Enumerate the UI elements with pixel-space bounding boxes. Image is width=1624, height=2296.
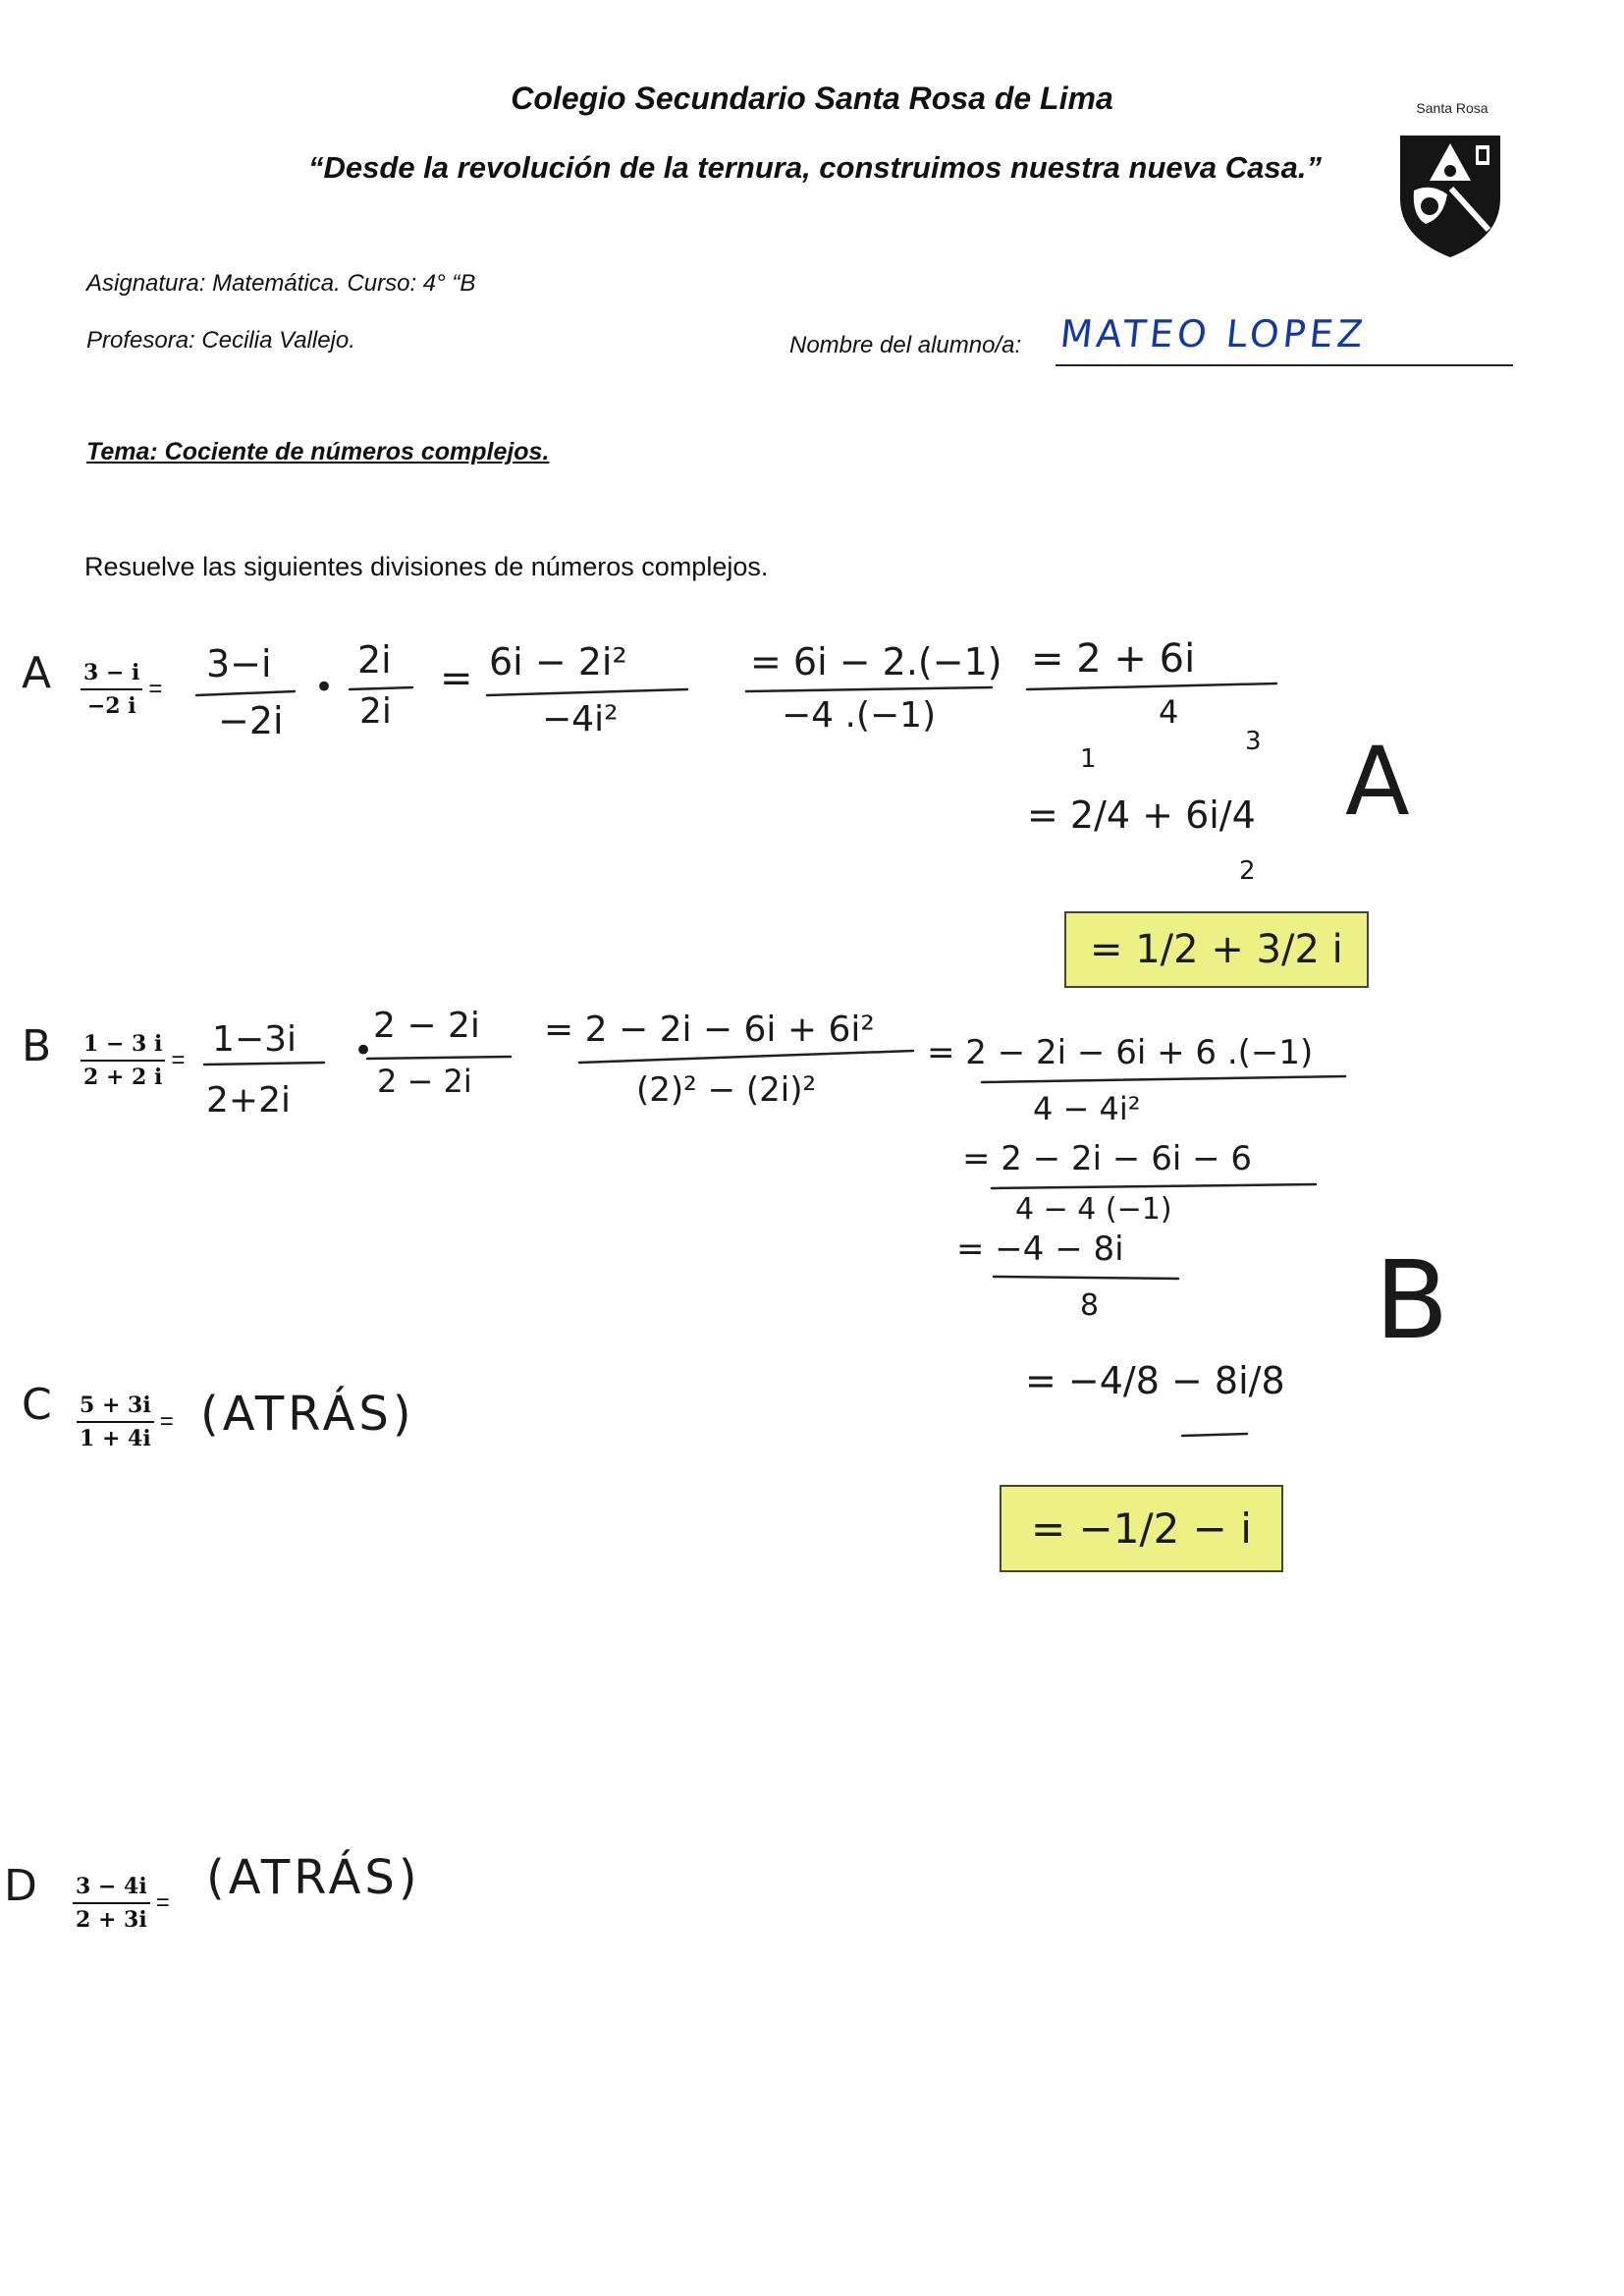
- exercise-b-equals: =: [171, 1047, 186, 1073]
- a-work-step: = 2/4 + 6i/4: [1027, 793, 1256, 837]
- b-fraction-bar-2: [367, 1057, 511, 1059]
- b-work-step: = −4/8 − 8i/8: [1025, 1359, 1285, 1402]
- exercise-c-note: (ATRÁS): [200, 1387, 415, 1442]
- b-work-step: = 2 − 2i − 6i − 6: [962, 1139, 1253, 1178]
- student-name-label: Nombre del alumno/a:: [789, 332, 1022, 358]
- b-work-step: 2 − 2i: [373, 1006, 480, 1046]
- a-work-step: = 2 + 6i: [1031, 636, 1196, 682]
- exercise-d-equals: =: [155, 1889, 170, 1916]
- a-fraction-bar-3: [487, 689, 687, 695]
- teacher-name: Profesora: Cecilia Vallejo.: [86, 327, 355, 354]
- a-work-step: 1: [1080, 744, 1097, 774]
- exercise-d-denominator: 2 + 3i: [76, 1907, 147, 1933]
- b-result-box: = −1/2 − i: [1000, 1485, 1283, 1572]
- exercise-d-letter: D: [4, 1861, 37, 1911]
- exercise-a-denominator: −2 i: [86, 693, 136, 719]
- b-work-step: 1−3i: [212, 1019, 297, 1060]
- exercise-a-letter: A: [22, 648, 52, 698]
- b-work-step: 4 − 4 (−1): [1015, 1192, 1172, 1227]
- b-work-step: = 2 − 2i − 6i + 6i²: [544, 1010, 875, 1050]
- b-work-step: 8: [1080, 1288, 1100, 1323]
- a-work-step: =: [440, 656, 473, 701]
- a-result-box: = 1/2 + 3/2 i: [1064, 911, 1369, 988]
- a-work-step: 2i: [359, 691, 392, 732]
- exercise-c-letter: C: [22, 1380, 52, 1430]
- exercise-d-numerator: 3 − 4i: [73, 1874, 150, 1904]
- a-work-step: 3−i: [206, 642, 272, 685]
- exercise-b-letter: B: [22, 1021, 52, 1071]
- exercise-c-numerator: 5 + 3i: [77, 1393, 154, 1423]
- b-fraction-bar-5: [992, 1184, 1316, 1188]
- b-work-step: •: [353, 1031, 374, 1070]
- b-fraction-bar-6: [994, 1277, 1178, 1279]
- exercise-a-numerator: 3 − i: [81, 660, 142, 690]
- instruction-text: Resuelve las siguientes divisiones de números complejos.: [84, 552, 769, 581]
- a-work-step: = 6i − 2.(−1): [750, 640, 1002, 683]
- a-fraction-bar-4: [746, 687, 992, 691]
- b-fraction-bar-4: [982, 1076, 1345, 1082]
- student-name-handwritten: MATEO LOPEZ: [1057, 312, 1370, 355]
- b-work-step: (2)² − (2i)²: [636, 1070, 817, 1110]
- b-work-step: 4 − 4i²: [1033, 1090, 1141, 1127]
- b-work-step: = −4 − 8i: [956, 1230, 1124, 1269]
- topic-title: Tema: Cociente de números complejos.: [86, 438, 550, 465]
- exercise-c-denominator: 1 + 4i: [80, 1426, 151, 1451]
- a-work-step: 3: [1245, 727, 1262, 756]
- a-work-step: •: [314, 668, 335, 707]
- a-grade: A: [1345, 727, 1410, 837]
- b-fraction-bar-7: [1182, 1434, 1247, 1436]
- exercise-b-denominator: 2 + 2 i: [83, 1065, 163, 1090]
- a-fraction-bar-5: [1027, 683, 1276, 689]
- school-name: Colegio Secundario Santa Rosa de Lima: [511, 81, 1113, 116]
- a-work-step: 6i − 2i²: [489, 640, 627, 683]
- logo-label: Santa Rosa: [1416, 100, 1489, 116]
- b-work-step: 2+2i: [206, 1080, 291, 1121]
- a-work-step: 4: [1159, 693, 1179, 731]
- subject-course: Asignatura: Matemática. Curso: 4° “B: [86, 270, 476, 297]
- a-work-step: −2i: [218, 699, 284, 742]
- a-fraction-bar-2: [350, 687, 412, 689]
- a-work-step: −4i²: [542, 699, 619, 739]
- exercise-b-numerator: 1 − 3 i: [81, 1031, 165, 1062]
- exercise-c-equals: =: [159, 1408, 174, 1435]
- school-motto: “Desde la revolución de la ternura, construimos nuestra nueva Casa.”: [308, 150, 1322, 185]
- a-work-step: −4 .(−1): [782, 695, 937, 736]
- b-grade: B: [1375, 1237, 1449, 1363]
- b-fraction-bar-3: [579, 1051, 913, 1063]
- a-work-step: 2: [1239, 856, 1256, 886]
- b-fraction-bar-1: [204, 1063, 324, 1065]
- a-work-step: 2i: [357, 638, 392, 682]
- exercise-a-equals: =: [148, 676, 163, 702]
- exercise-d-note: (ATRÁS): [206, 1850, 421, 1905]
- b-work-step: = 2 − 2i − 6i + 6 .(−1): [927, 1033, 1314, 1072]
- a-fraction-bar-1: [196, 691, 295, 695]
- b-work-step: 2 − 2i: [377, 1063, 472, 1100]
